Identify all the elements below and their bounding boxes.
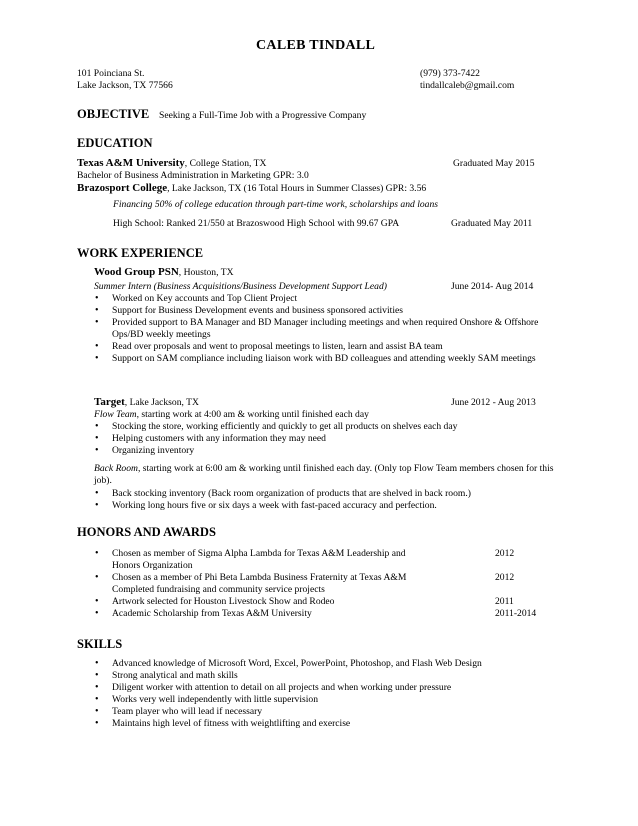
wood-group-role: Summer Intern (Business Acquisitions/Business Development Support Lead) — [94, 281, 387, 292]
candidate-name: CALEB TINDALL — [256, 38, 376, 53]
list-item: • Academic Scholarship from Texas A&M University — [94, 608, 434, 620]
honors-list — [94, 548, 434, 620]
target-line — [94, 396, 199, 409]
phone-number: (979) 373-7422 — [420, 68, 480, 79]
list-item: • Helping customers with any information they may need — [94, 433, 554, 445]
list-item: • Team player who will lead if necessary — [94, 706, 554, 718]
tamu-date: Graduated May 2015 — [453, 158, 535, 169]
list-item: • Chosen as member of Sigma Alpha Lambda for Texas A&M Leadership and Honors Organization — [94, 548, 434, 572]
list-item: • Advanced knowledge of Microsoft Word, Excel, PowerPoint, Photoshop, and Flash Web Design — [94, 658, 554, 670]
tamu-line — [77, 157, 266, 170]
address-line-1: 101 Poinciana St. — [77, 68, 145, 79]
list-item: • Worked on Key accounts and Top Client Project — [94, 293, 554, 305]
back-room-text — [94, 463, 569, 487]
highschool-line: High School: Ranked 21/550 at Brazoswood High School with 99.67 GPA — [113, 218, 400, 229]
wood-group-bullets — [94, 293, 554, 365]
work-heading: WORK EXPERIENCE — [77, 246, 204, 260]
back-room-bullets — [94, 488, 554, 512]
skills-heading: SKILLS — [77, 637, 123, 651]
honor-year: 2011 — [495, 596, 514, 607]
list-item: • Support for Business Development events and business sponsored activities — [94, 305, 554, 317]
education-heading: EDUCATION — [77, 136, 153, 150]
flow-team-line — [94, 409, 369, 421]
list-item: • Works very well independently with little supervision — [94, 694, 554, 706]
list-item: • Provided support to BA Manager and BD Manager including meetings and when required Onshore & Offshore Ops/BD weekly meetings — [94, 317, 554, 341]
objective-text: Seeking a Full-Time Job with a Progressive Company — [159, 110, 367, 121]
target-location: , Lake Jackson, TX — [124, 397, 199, 408]
list-item: • Strong analytical and math skills — [94, 670, 554, 682]
list-item: • Support on SAM compliance including liaison work with BD colleagues and attending weekly SAM meetings — [94, 353, 554, 365]
honor-year: 2011-2014 — [495, 608, 537, 619]
wood-group-date: June 2014- Aug 2014 — [451, 281, 534, 292]
flow-team-label: Flow Team — [94, 409, 137, 420]
list-item: • Diligent worker with attention to detail on all projects and when working under pressure — [94, 682, 554, 694]
honor-year: 2012 — [495, 572, 515, 583]
target-date: June 2012 - Aug 2013 — [451, 397, 536, 408]
list-item: • Maintains high level of fitness with weightlifting and exercise — [94, 718, 554, 730]
flow-team-bullets — [94, 421, 554, 457]
list-item: • Stocking the store, working efficiently and quickly to get all products on shelves each day — [94, 421, 554, 433]
target-name: Target — [94, 396, 125, 408]
list-item: • Artwork selected for Houston Livestock Show and Rodeo — [94, 596, 434, 608]
honor-year: 2012 — [495, 548, 515, 559]
financing-note: Financing 50% of college education through part-time work, scholarships and loans — [113, 199, 439, 210]
email-address: tindallcaleb@gmail.com — [420, 80, 515, 91]
brazosport-name: Brazosport College — [77, 182, 168, 194]
skills-list — [94, 658, 554, 730]
highschool-date: Graduated May 2011 — [451, 218, 533, 229]
address-line-2: Lake Jackson, TX 77566 — [77, 80, 173, 91]
wood-group-line — [94, 266, 234, 279]
brazosport-detail: , Lake Jackson, TX (16 Total Hours in Summer Classes) GPR: 3.56 — [167, 183, 427, 194]
wood-group-location: , Houston, TX — [178, 267, 234, 278]
list-item: • Organizing inventory — [94, 445, 554, 457]
back-room-description: , starting work at 6:00 am & working until finished each day. (Only top Flow Team members chosen for this job). — [94, 463, 554, 486]
list-item: • Back stocking inventory (Back room organization of products that are shelved in back room.) — [94, 488, 554, 500]
list-item: • Chosen as a member of Phi Beta Lambda Business Fraternity at Texas A&M Completed fundraising and community service projects — [94, 572, 434, 596]
list-item: • Working long hours five or six days a week with fast-paced accuracy and perfection. — [94, 500, 554, 512]
honors-heading: HONORS AND AWARDS — [77, 525, 216, 539]
wood-group-name: Wood Group PSN — [94, 266, 179, 278]
flow-team-text: , starting work at 4:00 am & working until finished each day — [136, 409, 369, 420]
tamu-name: Texas A&M University — [77, 157, 185, 169]
tamu-degree: Bachelor of Business Administration in Marketing GPR: 3.0 — [77, 170, 309, 181]
list-item: • Read over proposals and went to proposal meetings to listen, learn and assist BA team — [94, 341, 554, 353]
tamu-location: , College Station, TX — [184, 158, 267, 169]
back-room-label: Back Room — [94, 463, 138, 474]
objective-heading: OBJECTIVE — [77, 107, 150, 121]
brazosport-line — [77, 182, 426, 195]
